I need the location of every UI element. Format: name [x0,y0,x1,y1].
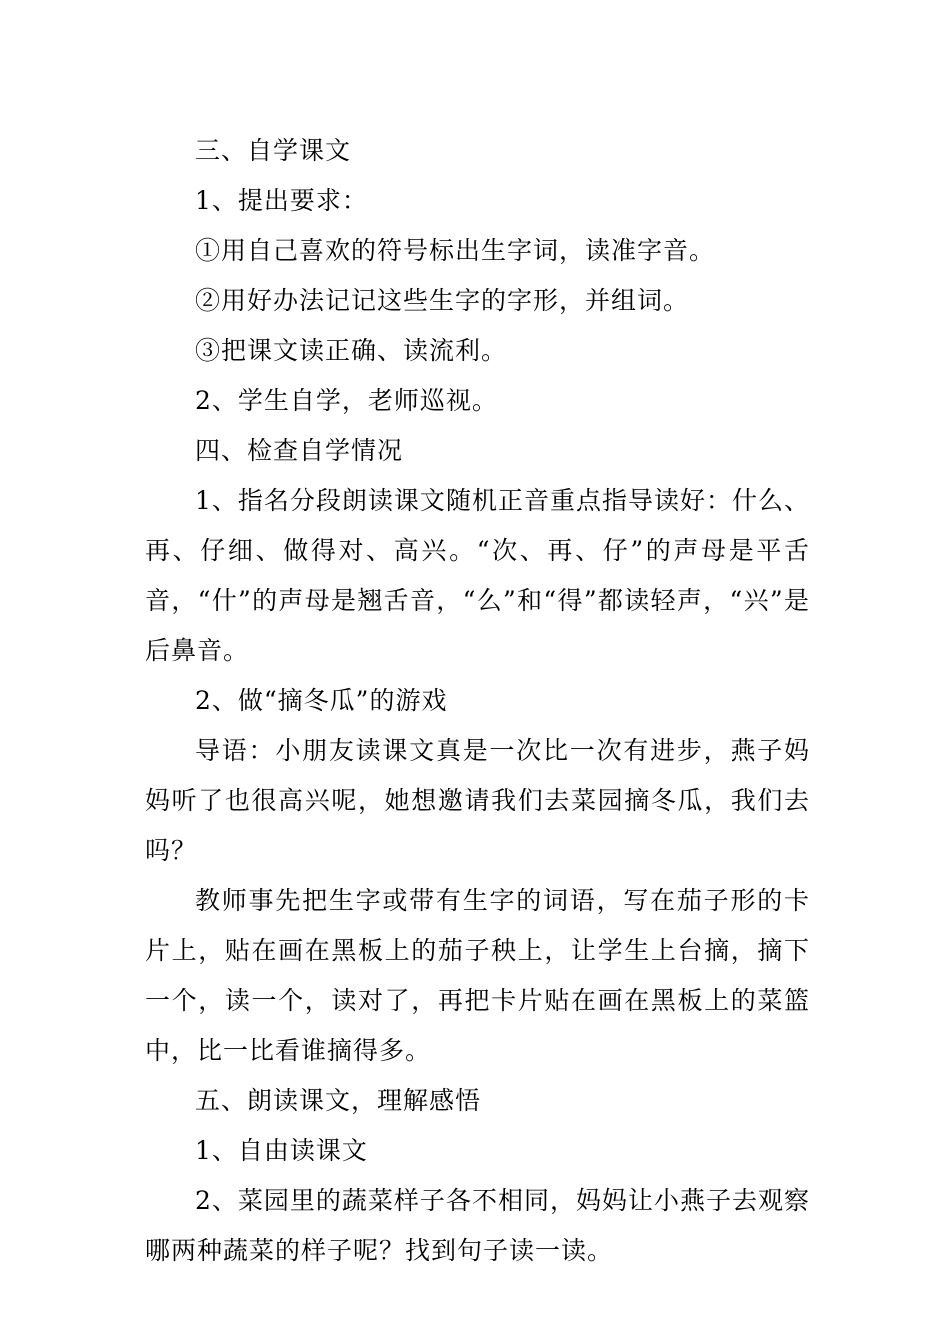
paragraph-vegetables: 2、菜园里的蔬菜样子各不相同，妈妈让小燕子去观察哪两种蔬菜的样子呢？找到句子读一读。 [145,1186,810,1265]
section-heading-reading: 五、朗读课文，理解感悟 [195,1086,482,1115]
list-item-requirement-1: ①用自己喜欢的符号标出生字词，读准字音。 [195,236,716,265]
paragraph-game: 2、做“摘冬瓜”的游戏 [195,686,448,715]
list-item-requirement-3: ③把课文读正确、读流利。 [195,336,508,365]
list-item-requirement-2: ②用好办法记记这些生字的字形，并组词。 [195,286,690,315]
paragraph-reading-guidance: 1、指名分段朗读课文随机正音重点指导读好：什么、再、仔细、做得对、高兴。“次、再、仔”的声母是平舌音，“什”的声母是翘舌音，“么”和“得”都读轻声，“兴”是后鼻音。 [145,486,810,665]
paragraph-self-study: 2、学生自学，老师巡视。 [195,386,498,415]
paragraph-introduction: 导语：小朋友读课文真是一次比一次有进步，燕子妈妈听了也很高兴呢，她想邀请我们去菜园摘冬瓜，我们去吗？ [145,736,810,865]
section-heading-self-study: 三、自学课文 [195,136,352,165]
section-heading-check: 四、检查自学情况 [195,436,404,465]
document-body [145,126,810,1276]
paragraph-free-reading: 1、自由读课文 [195,1136,368,1165]
paragraph-requirements: 1、提出要求： [195,186,368,215]
paragraph-teacher-preparation: 教师事先把生字或带有生字的词语，写在茄子形的卡片上，贴在画在黑板上的茄子秧上，让学生上台摘，摘下一个，读一个，读对了，再把卡片贴在画在黑板上的菜篮中，比一比看谁摘得多。 [145,886,810,1065]
